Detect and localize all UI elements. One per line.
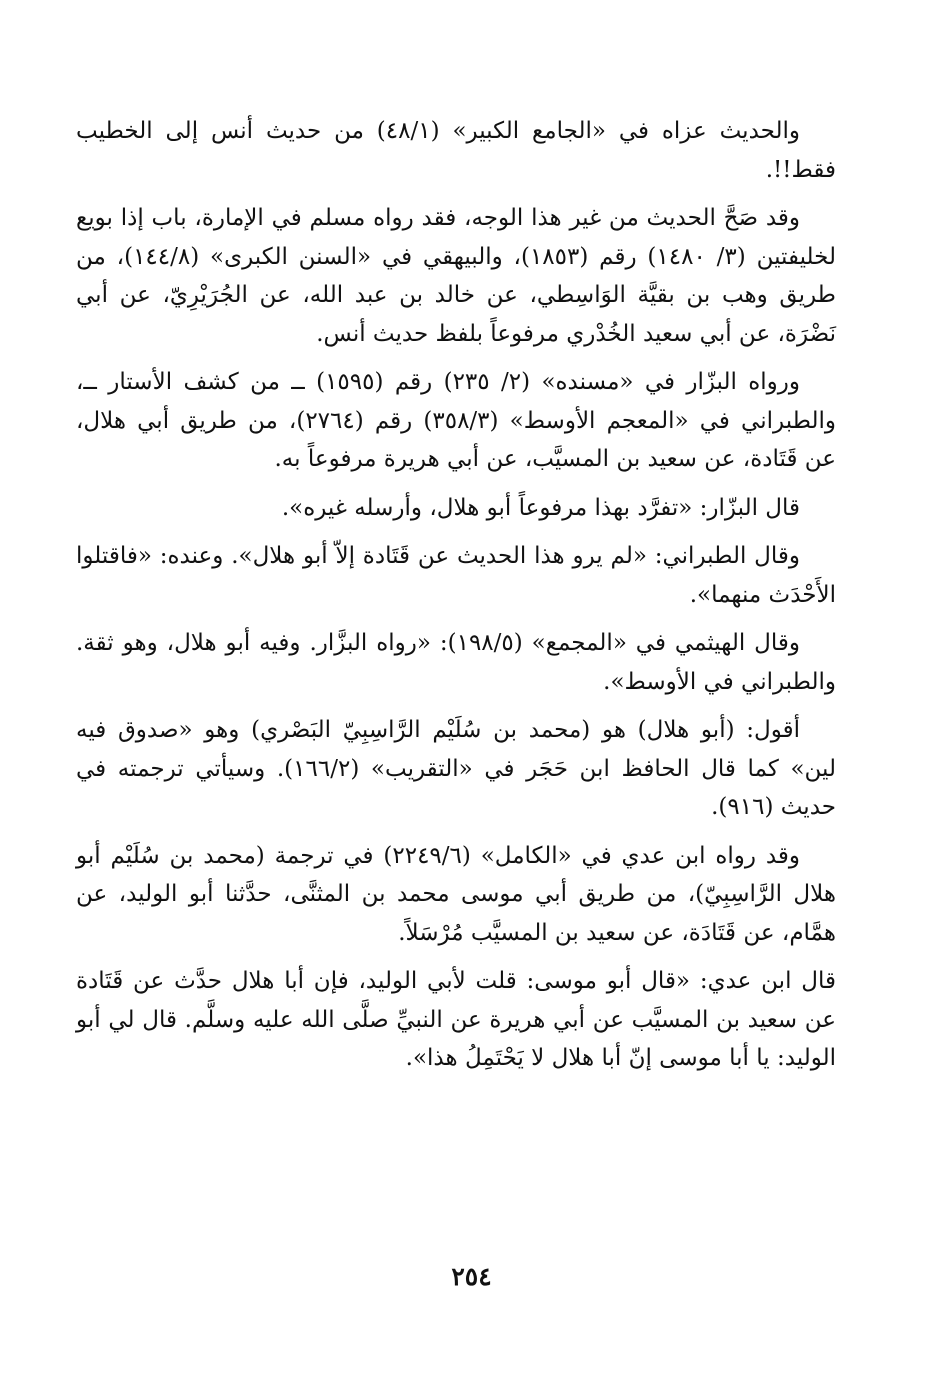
page-body-text	[76, 112, 836, 1088]
paragraph-9: قال ابن عدي: «قال أبو موسى: قلت لأبي الوليد، فإن أبا هلال حدَّث عن قَتَادة عن سعيد بن المسيَّب عن أبي هريرة عن النبيِّ صلَّى الله عليه وسلَّم. قال لي أبو الوليد: يا أبا موسى إنّ أبا هلال لا يَحْتَمِلُ هذا».	[76, 968, 836, 1071]
paragraph-2: وقد صَحَّ الحديث من غير هذا الوجه، فقد رواه مسلم في الإمارة، باب إذا بويع لخليفتين (٣/ ١٤٨٠) رقم (١٨٥٣)، والبيهقي في «السنن الكبرى» (١٤٤/٨)، من طريق وهب بن بقيَّة الوَاسِطي، عن خالد بن عبد الله، عن الجُرَيْرِيّ، عن أبي نَضْرَة، عن أبي سعيد الخُدْري مرفوعاً بلفظ حديث أنس.	[76, 205, 837, 347]
paragraph-6: وقال الهيثمي في «المجمع» (١٩٨/٥): «رواه البزَّار. وفيه أبو هلال، وهو ثقة. والطبراني في الأوسط».	[76, 630, 836, 695]
paragraph-8: وقد رواه ابن عدي في «الكامل» (٢٢٤٩/٦) في ترجمة (محمد بن سُلَيْم أبو هلال الرَّاسِبِيّ)، من طريق أبي موسى محمد بن المثنَّى، حدَّثنا أبو الوليد، عن همَّام، عن قَتَادَة، عن سعيد بن المسيَّب مُرْسَلاً.	[76, 842, 836, 946]
page-number: ٢٥٤	[451, 1262, 492, 1291]
paragraph-4: قال البزّار: «تفرَّد بهذا مرفوعاً أبو هلال، وأرسله غيره».	[281, 494, 800, 521]
paragraph-5: وقال الطبراني: «لم يرو هذا الحديث عن قَتَادة إلاّ أبو هلال». وعنده: «فاقتلوا الأَحْدَث منهما».	[76, 543, 836, 608]
paragraph-3: ورواه البزّار في «مسنده» (٢/ ٢٣٥) رقم (١٥٩٥) ــ من كشف الأستار ــ، والطبراني في «المعجم الأوسط» (٣٥٨/٣) رقم (٢٧٦٤)، من طريق أبي هلال، عن قَتَادة، عن سعيد بن المسيَّب، عن أبي هريرة مرفوعاً به.	[76, 369, 837, 472]
paragraph-1: والحديث عزاه في «الجامع الكبير» (٤٨/١) من حديث أنس إلى الخطيب فقط!!.	[76, 118, 836, 183]
paragraph-7: أقول: (أبو هلال) هو (محمد بن سُلَيْم الرَّاسِبِيّ البَصْري) وهو «صدوق فيه لين» كما قال الحافظ ابن حَجَر في «التقريب» (١٦٦/٢). وسيأتي ترجمته في حديث (٩١٦).	[76, 717, 836, 820]
